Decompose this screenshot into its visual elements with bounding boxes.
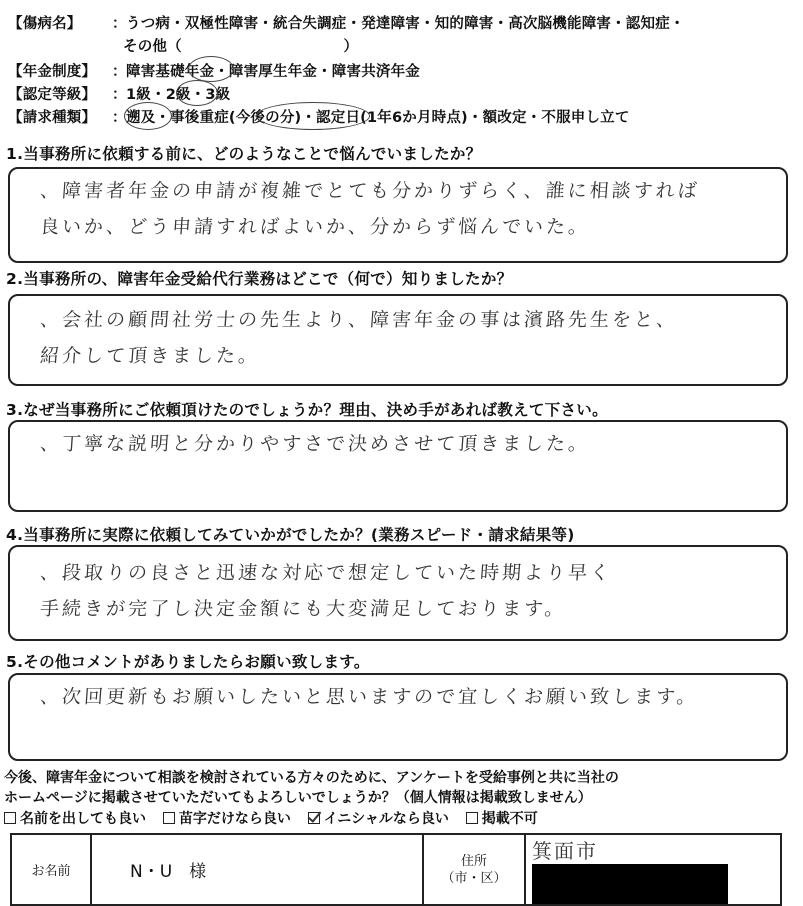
selection-circle — [256, 102, 370, 130]
answer-3-line-1: 、丁寧な説明と分かりやすさで決めさせて頂きました。 — [39, 433, 591, 455]
answer-5-box — [8, 673, 788, 761]
selection-circle — [176, 80, 218, 106]
consent-option-no-publish[interactable]: 掲載不可 — [466, 808, 538, 828]
answer-4-line-2: 手続きが完了し決定金額にも大変満足しております。 — [39, 598, 568, 620]
consent-options — [4, 808, 550, 828]
colon: ： — [112, 64, 127, 80]
checkbox-icon[interactable] — [4, 812, 16, 824]
checked-checkbox-icon[interactable] — [308, 812, 320, 824]
checkbox-icon[interactable] — [466, 812, 478, 824]
illness-options: うつ病・双極性障害・統合失調症・発達障害・知的障害・高次脳機能障害・認知症・ — [126, 16, 685, 32]
colon: ： — [112, 110, 127, 126]
address-label-cell — [423, 834, 525, 905]
question-1-title: 1.当事務所に依頼する前に、どのようなことで悩んでいましたか？ — [6, 145, 482, 163]
checkbox-icon[interactable] — [163, 812, 175, 824]
address-label-1: 住所 — [460, 853, 487, 869]
consent-text-line-2: ホームページに掲載させていただいてもよろしいでしょうか？（個人情報は掲載致しません） — [4, 790, 592, 806]
question-4-title: 4.当事務所に実際に依頼してみていかがでしたか？(業務スピード・請求結果等) — [6, 526, 575, 544]
claim-label: 【請求種類】 — [8, 110, 97, 126]
answer-2-box — [8, 294, 788, 386]
illness-other: その他（ ） — [123, 39, 359, 55]
illness-label: 【傷病名】 — [8, 16, 82, 32]
answer-4-line-1: 、段取りの良さと迅速な対応で想定していた時期より早く — [39, 562, 613, 584]
header-illness-other-row — [123, 35, 358, 56]
grade-options: 1級・2級・3級 — [126, 87, 231, 103]
answer-1-box — [8, 167, 788, 263]
claim-options: 遡及・事後重症(今後の分)・認定日(1年6か月時点)・額改定・不服申し立て — [126, 110, 630, 126]
answer-3-box — [8, 420, 788, 512]
address-value-cell — [525, 834, 781, 905]
selection-circle — [188, 56, 234, 82]
consent-text-line-1: 今後、障害年金について相談を検討されている方々のために、アンケートを受給事例と共に当社の — [4, 770, 619, 786]
signature-table — [10, 833, 782, 906]
consent-option-initials[interactable]: イニシャルなら良い — [308, 808, 449, 828]
question-2-title: 2.当事務所の、障害年金受給代行業務はどこで（何で）知りましたか？ — [6, 270, 513, 288]
pension-options: 障害基礎年金・障害厚生年金・障害共済年金 — [126, 64, 420, 80]
consent-option-name[interactable]: 名前を出しても良い — [4, 808, 146, 828]
question-5-title: 5.その他コメントがありましたらお願い致します。 — [6, 653, 370, 671]
answer-1-line-2: 良いか、どう申請すればよいか、分からず悩んでいた。 — [39, 216, 591, 238]
selection-circle — [124, 102, 172, 130]
name-label-cell — [11, 834, 91, 905]
name-value: N・U 様 — [130, 862, 207, 882]
answer-2-line-1: 、会社の顧問社労士の先生より、障害年金の事は濱路先生をと、 — [39, 309, 679, 331]
question-3-title: 3.なぜ当事務所にご依頼頂けたのでしょうか？理由、決め手があれば教えて下さい。 — [6, 401, 608, 419]
address-label-2: （市・区） — [441, 870, 507, 886]
address-value: 箕面市 — [532, 839, 598, 863]
name-value-cell — [91, 834, 423, 905]
consent-option-surname[interactable]: 苗字だけなら良い — [163, 808, 291, 828]
answer-4-box — [8, 545, 788, 641]
redaction-block — [532, 864, 728, 904]
colon: ： — [112, 16, 127, 32]
colon: ： — [112, 87, 127, 103]
grade-label: 【認定等級】 — [8, 87, 97, 103]
answer-2-line-2: 紹介して頂きました。 — [39, 345, 261, 367]
header-illness-row — [8, 12, 685, 33]
answer-5-line-1: 、次回更新もお願いしたいと思いますので宜しくお願い致します。 — [39, 686, 700, 708]
answer-1-line-1: 、障害者年金の申請が複雑でとても分かりずらく、誰に相談すれば — [39, 180, 701, 202]
name-label: お名前 — [31, 864, 71, 879]
pension-label: 【年金制度】 — [8, 64, 97, 80]
